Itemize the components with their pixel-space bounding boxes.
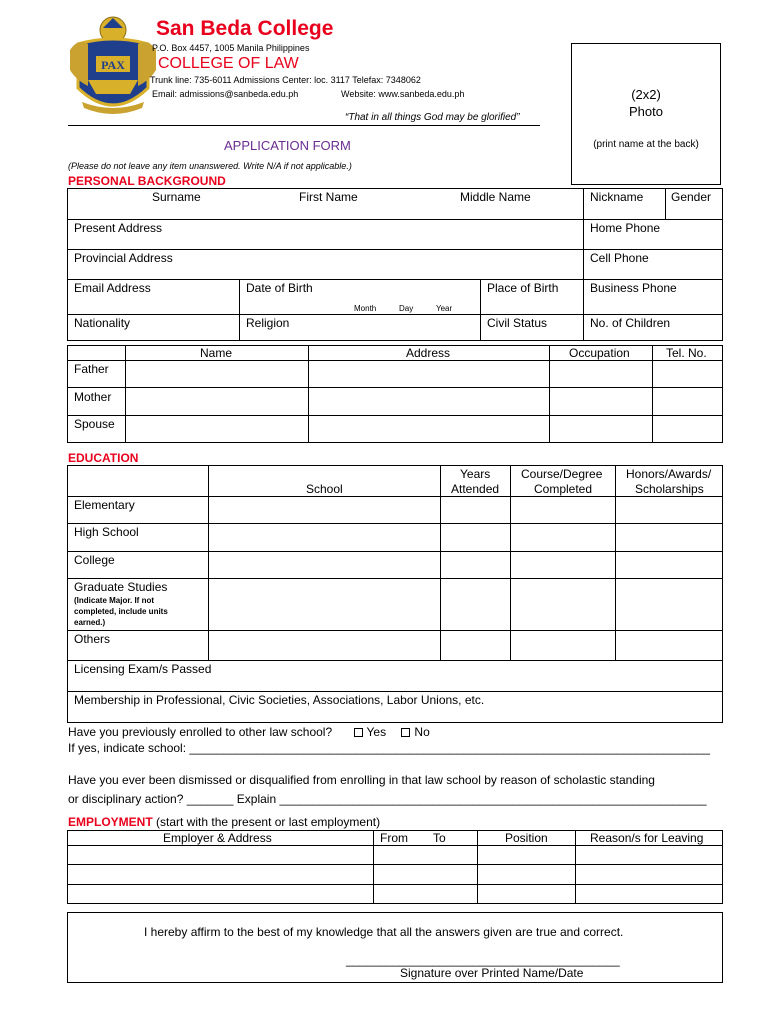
family-row-father: Father [74,362,109,376]
present-address-label: Present Address [74,221,163,235]
employment-heading: EMPLOYMENT [68,815,153,829]
personal-heading: PERSONAL BACKGROUND [68,174,226,188]
religion-label: Religion [246,316,290,330]
middle-name-label: Middle Name [460,190,531,204]
affirmation-box [67,912,723,983]
family-row-spouse: Spouse [74,417,115,431]
edu-graduate-note-3: earned.) [74,618,106,627]
nickname-field[interactable] [584,205,664,218]
family-col-tel: Tel. No. [666,346,707,360]
prior-law-school-text: Have you previously enrolled to other law school? [68,725,333,739]
name-field[interactable] [68,205,582,218]
family-col-name: Name [200,346,233,360]
contact-website: Website: www.sanbeda.edu.ph [341,89,465,99]
edu-row-others: Others [74,632,111,646]
emp-col-from: From [380,831,408,845]
emp-col-position: Position [505,831,548,845]
no-checkbox[interactable] [401,728,410,737]
no-label: No [414,725,430,739]
yes-label: Yes [366,725,387,739]
employment-subheading: (start with the present or last employment) [156,815,381,829]
edu-col-school: School [306,482,343,496]
dismissal-question-1: Have you ever been dismissed or disqualified from enrolling in that law school by reason of scholastic standing [68,773,655,787]
education-table [67,465,723,723]
photo-size: (2x2) [631,87,661,102]
emp-col-to: To [433,831,446,845]
nickname-label: Nickname [590,190,644,204]
edu-graduate-note-1: (Indicate Major. If not [74,596,155,605]
form-title: APPLICATION FORM [224,138,351,153]
indicate-school-line[interactable]: If yes, indicate school: ______________________________________________________________________________ [68,741,710,755]
edu-col-course-1: Course/Degree [521,467,603,481]
prior-law-school-question [68,725,430,739]
emp-col-employer: Employer & Address [163,831,272,845]
instructions: (Please do not leave any item unanswered. Write N/A if not applicable.) [68,161,352,171]
place-of-birth-label: Place of Birth [487,281,559,295]
edu-row-high-school: High School [74,525,139,539]
contact-phones: Trunk line: 735-6011 Admissions Center: loc. 3117 Telefax: 7348062 [150,75,421,85]
edu-row-elementary: Elementary [74,498,135,512]
business-phone-label: Business Phone [590,281,677,295]
employment-heading-row [68,815,380,829]
provincial-address-field[interactable] [68,265,582,278]
family-row-mother: Mother [74,390,112,404]
cell-phone-label: Cell Phone [590,251,649,265]
edu-col-honors-1: Honors/Awards/ [626,467,712,481]
first-name-label: First Name [299,190,358,204]
emp-col-reasons: Reason/s for Leaving [590,831,704,845]
edu-col-honors-2: Scholarships [635,482,704,496]
edu-col-years-1: Years [460,467,491,481]
edu-licensing: Licensing Exam/s Passed [74,662,212,676]
header-rule [68,125,540,126]
home-phone-label: Home Phone [590,221,661,235]
contact-email: Email: admissions@sanbeda.edu.ph [152,89,299,99]
month-label: Month [354,304,377,313]
no-of-children-label: No. of Children [590,316,671,330]
edu-col-years-2: Attended [451,482,500,496]
edu-row-college: College [74,553,115,567]
nationality-label: Nationality [74,316,131,330]
edu-graduate-note-2: completed, include units [74,607,168,616]
po-box: P.O. Box 4457, 1005 Manila Philippines [152,43,310,53]
surname-label: Surname [152,190,201,204]
svg-text:PAX: PAX [101,58,125,72]
email-address-label: Email Address [74,281,151,295]
provincial-address-label: Provincial Address [74,251,173,265]
year-label: Year [436,304,453,313]
civil-status-label: Civil Status [487,316,548,330]
yes-checkbox[interactable] [354,728,363,737]
college-logo [68,10,158,122]
photo-label: Photo [629,104,663,119]
edu-row-graduate: Graduate Studies [74,580,168,594]
photo-box[interactable] [571,43,721,185]
signature-line[interactable]: _________________________________________ [346,953,620,967]
division-name: COLLEGE OF LAW [158,55,299,72]
family-col-address: Address [406,346,451,360]
date-of-birth-label: Date of Birth [246,281,313,295]
college-name: San Beda College [156,17,334,40]
signature-label: Signature over Printed Name/Date [400,966,584,980]
gender-label: Gender [671,190,712,204]
dismissal-question-2[interactable]: or disciplinary action? _______ Explain ________________________________________________________________ [68,792,707,806]
edu-membership: Membership in Professional, Civic Societies, Associations, Labor Unions, etc. [74,693,485,707]
motto: “That in all things God may be glorified” [345,112,520,123]
edu-col-course-2: Completed [534,482,593,496]
present-address-field[interactable] [68,235,582,248]
affirmation-text: I hereby affirm to the best of my knowledge that all the answers given are true and correct. [144,925,624,939]
education-heading: EDUCATION [68,451,139,465]
photo-note: (print name at the back) [593,139,699,150]
day-label: Day [399,304,414,313]
family-col-occupation: Occupation [569,346,630,360]
gender-field[interactable] [666,205,722,218]
